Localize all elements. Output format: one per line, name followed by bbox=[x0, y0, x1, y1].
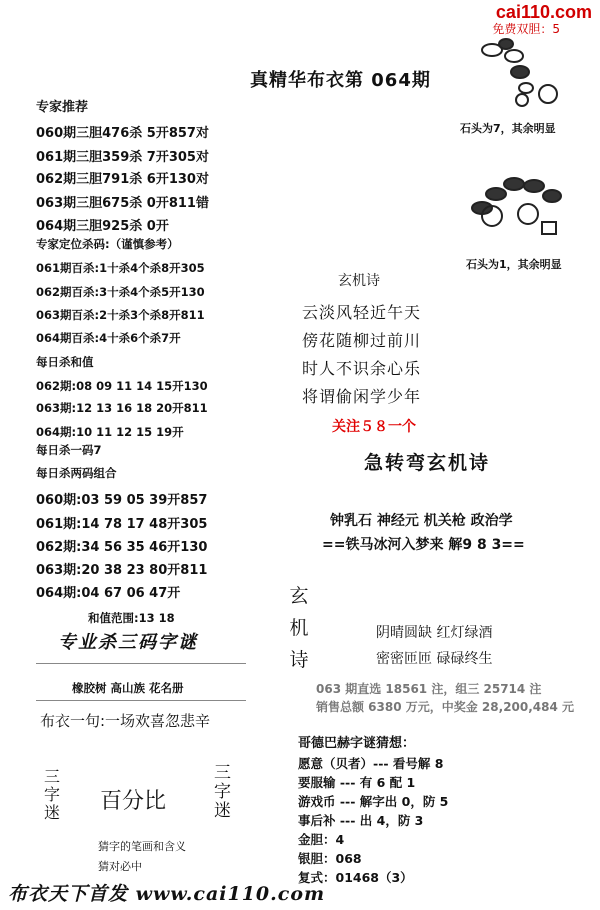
stone-caption-2: 石头为1，其余明显 bbox=[466, 258, 562, 271]
focus-note: 关注５８一个 bbox=[332, 419, 416, 435]
guess-hint-2: 猜对必中 bbox=[98, 860, 142, 873]
position-kill-row: 061期百杀:1十杀4个杀8开305 bbox=[36, 261, 205, 275]
three-char-riddle-right: 三字迷 bbox=[214, 763, 231, 821]
guess-hint: 猜字的笔画和含义 bbox=[98, 840, 186, 853]
poem-line: 傍花随柳过前川 bbox=[302, 331, 422, 350]
sum-kill-row: 063期:12 13 16 18 20开811 bbox=[36, 401, 208, 415]
xuanji-line-1: 阴晴圆缺 红灯绿酒 bbox=[376, 625, 493, 641]
two-kill-row: 061期:14 78 17 48开305 bbox=[36, 517, 208, 532]
poem-line: 云淡风轻近午天 bbox=[302, 303, 422, 322]
sum-range: 和值范围:13 18 bbox=[88, 611, 175, 625]
two-kill-row: 063期:20 38 23 80开811 bbox=[36, 563, 208, 578]
expert-row: 064期三胆925杀 0开 bbox=[36, 219, 169, 234]
two-kill-row: 060期:03 59 05 39开857 bbox=[36, 493, 208, 508]
gode-row: 事后补 --- 出 4，防 3 bbox=[298, 813, 424, 828]
expert-row: 063期三胆675杀 0开811错 bbox=[36, 196, 209, 211]
poem-line: 将谓偷闲学少年 bbox=[302, 387, 422, 406]
gode-heading: 哥德巴赫字谜猜想： bbox=[298, 736, 416, 751]
draw-info-1: 063 期直选 18561 注，组三 25714 注 bbox=[316, 682, 542, 696]
gode-row: 愿意（贝者）--- 看号解 8 bbox=[298, 756, 444, 771]
gode-row: 游戏币 --- 解字出 0，防 5 bbox=[298, 794, 449, 809]
gode-row: 复式：01468（3） bbox=[298, 870, 413, 885]
poem-line: 时人不识余心乐 bbox=[302, 359, 422, 378]
stone-caption-1: 石头为7，其余明显 bbox=[460, 122, 556, 135]
footer: 布衣天下首发 www.cai110.com bbox=[8, 883, 326, 905]
gode-row: 要服输 --- 有 6 配 1 bbox=[298, 775, 416, 790]
riddle-title: 专业杀三码字谜 bbox=[58, 632, 198, 653]
draw-info-2: 销售总额 6380 万元，中奖金 28,200,484 元 bbox=[316, 700, 575, 714]
sum-kill-heading: 每日杀和值 bbox=[36, 355, 94, 369]
sum-kill-row: 064期:10 11 12 15 19开 bbox=[36, 425, 184, 439]
two-kill-heading: 每日杀两码组合 bbox=[36, 466, 117, 480]
poem-heading: 玄机诗 bbox=[338, 273, 380, 289]
percent-label: 百分比 bbox=[100, 789, 167, 814]
one-line-riddle: 布衣一句:一场欢喜忽悲辛 bbox=[40, 712, 211, 730]
position-kill-heading: 专家定位杀码:（谨慎参考） bbox=[36, 237, 179, 251]
position-kill-row: 062期百杀:3十杀4个杀5开130 bbox=[36, 285, 205, 299]
riddle-words: 橡胶树 高山族 花名册 bbox=[72, 681, 184, 695]
xuanji-vertical-title: 玄机诗 bbox=[289, 585, 309, 671]
page-title: 真精华布衣第 064期 bbox=[250, 70, 431, 91]
expert-row: 060期三胆476杀 5开857对 bbox=[36, 126, 209, 141]
expert-row: 062期三胆791杀 6开130对 bbox=[36, 172, 209, 187]
site-subtitle: 免费双胆：5 bbox=[492, 22, 560, 36]
turn-line-2: ==铁马冰河入梦来 解9 8 3== bbox=[322, 537, 525, 553]
sum-kill-row: 062期:08 09 11 14 15开130 bbox=[36, 379, 208, 393]
divider bbox=[36, 700, 246, 701]
expert-row: 061期三胆359杀 7开305对 bbox=[36, 150, 209, 165]
site-logo: cai110.com bbox=[495, 2, 592, 22]
three-char-riddle-left: 三字迷 bbox=[44, 767, 61, 822]
position-kill-row: 063期百杀:2十杀3个杀8开811 bbox=[36, 308, 205, 322]
xuanji-line-2: 密密匝匝 碌碌终生 bbox=[376, 651, 493, 667]
position-kill-row: 064期百杀:4十杀6个杀7开 bbox=[36, 331, 181, 345]
divider bbox=[36, 663, 246, 664]
turn-title: 急转弯玄机诗 bbox=[364, 452, 491, 474]
two-kill-row: 064期:04 67 06 47开 bbox=[36, 586, 181, 601]
one-kill-heading: 每日杀一码7 bbox=[36, 443, 102, 457]
gode-row: 银胆：068 bbox=[298, 851, 362, 866]
two-kill-row: 062期:34 56 35 46开130 bbox=[36, 540, 208, 555]
turn-line-1: 钟乳石 神经元 机关枪 政治学 bbox=[330, 513, 513, 529]
stone-chain-image-2 bbox=[462, 168, 582, 248]
gode-row: 金胆：4 bbox=[298, 832, 345, 847]
stone-chain-image-1 bbox=[470, 28, 570, 113]
expert-heading: 专家推荐 bbox=[36, 100, 89, 115]
